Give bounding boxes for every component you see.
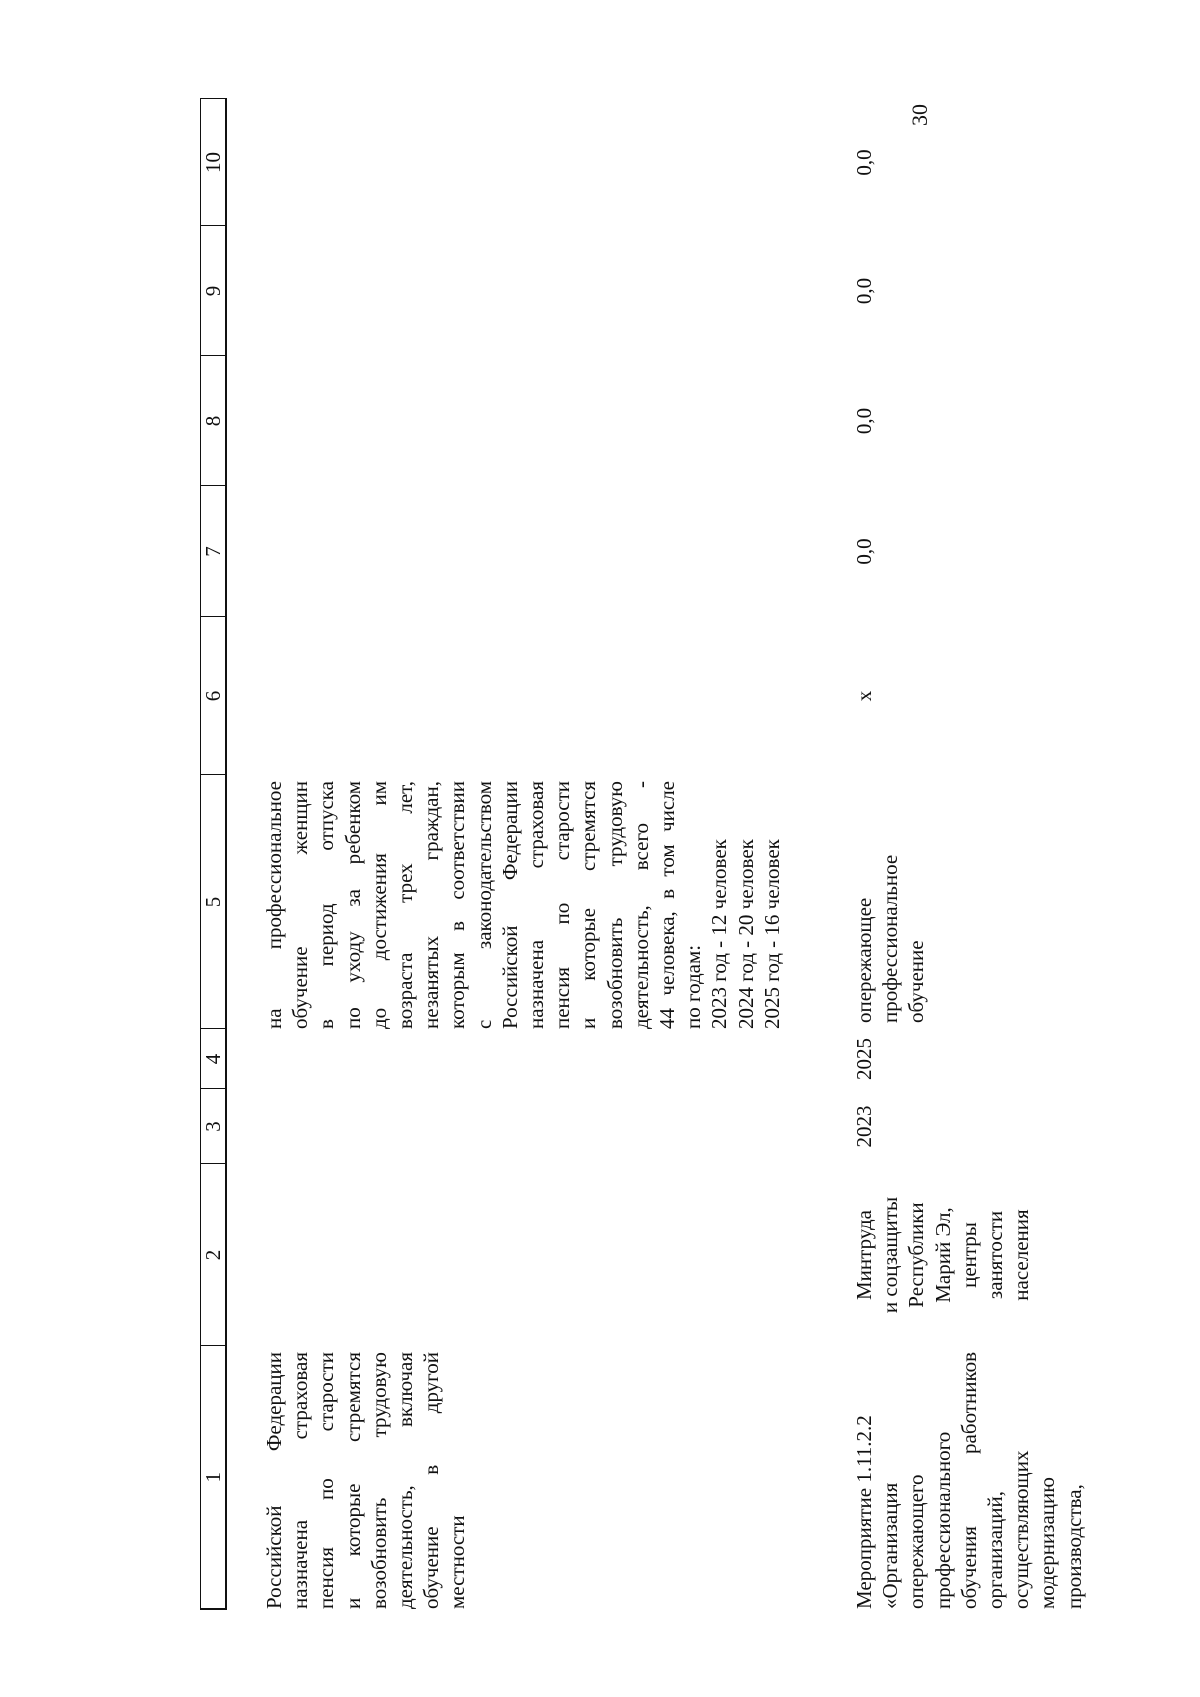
text-line: местности <box>445 1515 470 1609</box>
text-line: назначена страховая <box>288 1352 313 1609</box>
row2-col7-cell: 0,0 <box>852 538 876 565</box>
program-table <box>200 99 1087 1611</box>
col-header-8: 8 <box>201 356 227 486</box>
text-line: Республики <box>904 1202 929 1308</box>
text-line: пенсия по старости <box>550 781 575 1029</box>
text-line: Марий Эл, <box>930 1207 955 1303</box>
text-line: на профессиональное <box>262 781 286 1029</box>
col-header-10: 10 <box>201 99 227 226</box>
row1-col3-cell <box>226 1089 831 1164</box>
text-line: занятости <box>983 1210 1008 1300</box>
text-line: производства, <box>1061 1484 1086 1609</box>
text-line: возобновить трудовую <box>366 1352 391 1609</box>
col-header-6: 6 <box>201 617 227 775</box>
table-row <box>226 99 831 1609</box>
text-line: обучение <box>904 940 929 1023</box>
text-line: пенсия по старости <box>314 1352 339 1609</box>
text-line: с законодательством <box>471 781 496 1029</box>
text-line: обучение женщин <box>288 781 313 1029</box>
text-line: и соцзащиты <box>878 1196 903 1314</box>
row1-col8-cell <box>226 356 831 486</box>
text-line: обучение в другой <box>419 1352 444 1609</box>
col-header-7: 7 <box>201 486 227 617</box>
text-line: населения <box>1009 1209 1034 1301</box>
text-line: опережающее <box>852 897 876 1023</box>
col-header-4: 4 <box>201 1029 227 1089</box>
text-line: Мероприятие 1.11.2.2 <box>852 1415 876 1609</box>
col-header-5: 5 <box>201 775 227 1029</box>
row2-col2-cell <box>831 1164 1087 1346</box>
table-row <box>831 99 1087 1609</box>
text-line: 2025 год - 16 человек <box>759 839 784 1029</box>
text-line: модернизацию <box>1035 1477 1060 1609</box>
row2-col4-cell: 2025 <box>852 1038 876 1080</box>
row2-col6-cell: х <box>852 690 876 702</box>
text-line: в период отпуска <box>314 781 339 1029</box>
row2-col3-cell: 2023 <box>852 1105 876 1148</box>
row1-col1-cell <box>226 1346 831 1609</box>
text-line: назначена страховая <box>524 781 549 1029</box>
col-header-2: 2 <box>201 1164 227 1346</box>
page-number: 30 <box>907 104 932 126</box>
text-line: центры <box>956 1222 981 1288</box>
row1-col9-cell <box>226 226 831 356</box>
row1-col10-cell <box>226 99 831 226</box>
row2-col9-cell: 0,0 <box>852 277 876 305</box>
text-line: деятельность, включая <box>393 1352 418 1609</box>
column-number-row <box>201 99 227 1609</box>
text-line: профессиональное <box>878 854 903 1023</box>
text-line: осуществляющих <box>1009 1450 1034 1609</box>
text-line: «Организация <box>878 1482 903 1609</box>
text-line: незанятых граждан, <box>419 781 444 1029</box>
col-header-1: 1 <box>201 1346 227 1609</box>
text-line: Минтруда <box>852 1210 876 1300</box>
text-line: организаций, <box>983 1491 1008 1609</box>
row2-col8-cell: 0,0 <box>852 407 876 435</box>
text-line: возраста трех лет, <box>393 781 418 1029</box>
row1-col7-cell <box>226 486 831 617</box>
text-line: которым в соответствии <box>445 781 470 1029</box>
text-line: профессионального <box>930 1431 955 1609</box>
row1-col4-cell <box>226 1029 831 1089</box>
text-line: обучения работников <box>956 1352 981 1609</box>
row2-col10-cell: 0,0 <box>852 149 876 176</box>
col-header-3: 3 <box>201 1089 227 1164</box>
text-line: возобновить трудовую <box>602 781 627 1029</box>
text-line: и которые стремятся <box>340 1352 365 1609</box>
text-line: Российской Федерации <box>497 781 522 1029</box>
row2-col1-cell <box>831 1346 1087 1609</box>
text-line: до достижения им <box>366 781 391 1029</box>
text-line: 2023 год - 12 человек <box>707 839 732 1029</box>
row2-col5-cell <box>831 775 1087 1029</box>
text-line: 2024 год - 20 человек <box>733 839 758 1029</box>
row1-col5-cell <box>226 775 831 1029</box>
text-line: и которые стремятся <box>576 781 601 1029</box>
row1-col6-cell <box>226 617 831 775</box>
text-line: по уходу за ребенком <box>340 781 365 1029</box>
text-line: деятельность, всего - <box>628 781 653 1029</box>
text-line: опережающего <box>904 1474 929 1609</box>
text-line: по годам: <box>681 944 706 1029</box>
row1-col2-cell <box>226 1164 831 1346</box>
col-header-9: 9 <box>201 226 227 356</box>
text-line: 44 человека, в том числе <box>655 781 680 1029</box>
text-line: Российской Федерации <box>262 1352 286 1609</box>
